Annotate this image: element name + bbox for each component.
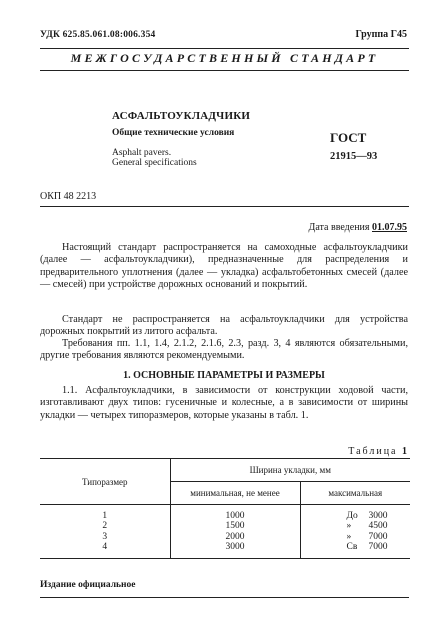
intro-paragraph-exclusion: Стандарт не распространяется на асфальтоукладчики для устройства дорожных покрытий из литого асфальта. bbox=[40, 314, 408, 338]
max-column bbox=[300, 505, 410, 559]
official-edition-label: Издание официальное bbox=[40, 580, 136, 590]
section-1-heading: 1. ОСНОВНЫЕ ПАРАМЕТРЫ И РАЗМЕРЫ bbox=[123, 370, 325, 381]
table-cell bbox=[347, 521, 411, 531]
table-caption-label: Таблица bbox=[348, 446, 398, 457]
document-title: АСФАЛЬТОУКЛАДЧИКИ bbox=[112, 110, 251, 122]
max-value: 4500 bbox=[368, 521, 388, 532]
effective-date-value: 01.07.95 bbox=[372, 222, 407, 233]
table-body-row bbox=[40, 505, 410, 559]
table-cell: 2000 bbox=[225, 531, 245, 542]
gost-number: 21915—93 bbox=[330, 151, 378, 162]
max-prefix: Св bbox=[346, 541, 358, 552]
table-cell: 1 bbox=[102, 511, 108, 521]
group-code: Группа Г45 bbox=[355, 29, 407, 40]
gost-label: ГОСТ bbox=[330, 130, 367, 145]
intro-paragraph-scope: Настоящий стандарт распространяется на самоходные асфальтоукладчики (далее — асфальтоукладчики), предназначенные для распределения и предварительного уплотнения (далее — укладка) асфальтобетонных смесей (далее — смесей) при устройстве дорожных оснований и покрытий. bbox=[40, 242, 408, 291]
table-cell: 1000 bbox=[225, 511, 245, 521]
table-cell bbox=[347, 542, 411, 552]
table-1-caption bbox=[348, 446, 407, 457]
table-cell bbox=[347, 532, 411, 542]
max-value: 3000 bbox=[368, 511, 388, 521]
udk-code: УДК 625.85.061.08:006.354 bbox=[40, 30, 156, 40]
okp-code: ОКП 48 2213 bbox=[40, 191, 97, 202]
min-column bbox=[170, 505, 300, 559]
paver-sizes-table bbox=[40, 458, 410, 559]
max-prefix: » bbox=[346, 531, 352, 542]
table-cell bbox=[347, 511, 411, 521]
size-column bbox=[40, 505, 170, 559]
intro-paragraph-requirements: Требования пп. 1.1, 1.4, 2.1.2, 2.1.6, 2.3, разд. 3, 4 являются обязательными, другие требования являются рекомендуемыми. bbox=[40, 338, 408, 362]
max-value: 7000 bbox=[368, 531, 388, 542]
table-cell: 4 bbox=[102, 541, 108, 552]
english-title-line-2: General specifications bbox=[112, 158, 197, 168]
header-max: максимальная bbox=[300, 482, 410, 505]
okp-rule bbox=[40, 206, 409, 207]
table-cell: 1500 bbox=[225, 521, 245, 532]
max-prefix: » bbox=[346, 521, 352, 532]
table-cell: 2 bbox=[102, 521, 108, 532]
table-cell: 3 bbox=[102, 531, 108, 542]
table-caption-number: 1 bbox=[402, 446, 407, 457]
effective-date-label: Дата введения bbox=[308, 222, 370, 233]
header-rule-top bbox=[40, 48, 409, 49]
header-min: минимальная, не менее bbox=[170, 482, 300, 505]
max-value: 7000 bbox=[368, 541, 388, 552]
effective-date bbox=[309, 222, 407, 233]
document-subtitle: Общие технические условия bbox=[112, 128, 235, 138]
header-rule-bottom bbox=[40, 70, 409, 71]
header-width: Ширина укладки, мм bbox=[170, 459, 410, 482]
english-title-line-1: Asphalt pavers. bbox=[112, 148, 172, 158]
interstate-standard-heading: МЕЖГОСУДАРСТВЕННЫЙ СТАНДАРТ bbox=[70, 51, 379, 65]
header-size: Типоразмер bbox=[40, 459, 170, 505]
table-cell: 3000 bbox=[225, 541, 245, 552]
clause-1-1: 1.1. Асфальтоукладчики, в зависимости от конструкции ходовой части, изготавливают двух типов: гусеничные и колесные, а в зависимости от ширины укладки — четырех типоразмеров, которые указаны в табл. 1. bbox=[40, 385, 408, 421]
footer-rule bbox=[40, 597, 409, 598]
max-prefix: До bbox=[346, 511, 358, 521]
